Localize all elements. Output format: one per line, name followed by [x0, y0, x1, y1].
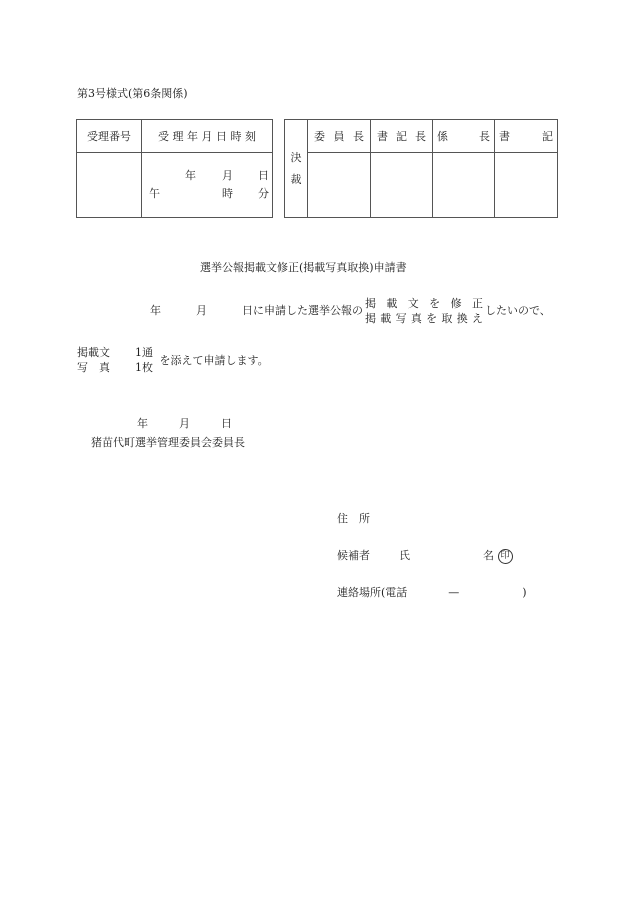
submission-date	[137, 415, 232, 431]
year-label: 年	[185, 169, 196, 182]
attachment-item: 写 真 1枚	[77, 361, 153, 374]
attachment-item: 掲載文 1通	[77, 346, 153, 359]
attachment-suffix: を添えて申請します。	[159, 354, 269, 367]
day-label: 日	[258, 169, 269, 182]
name-label-first: 氏	[399, 549, 410, 562]
name-label-second: 名	[483, 549, 494, 562]
candidate-label: 候補者	[337, 549, 370, 562]
request-suffix: したいので、	[485, 304, 551, 317]
month-label: 月	[222, 169, 233, 182]
contact-close-paren: )	[522, 586, 527, 599]
attachment-list	[77, 345, 153, 375]
request-sentence	[150, 296, 551, 326]
date-day-text: 日に申請した選挙公報の	[242, 304, 363, 317]
form-label: 第3号様式(第6条関係)	[77, 87, 188, 100]
minute-label: 分	[258, 187, 269, 200]
header-reception-datetime: 受 理 年 月 日 時 刻	[142, 120, 273, 153]
header-secretary-general: 書 記 長	[371, 120, 433, 153]
section-chief-seal-cell[interactable]	[433, 153, 495, 218]
submission-year: 年	[137, 417, 148, 430]
submission-month: 月	[179, 417, 190, 430]
date-month-label: 月	[196, 304, 207, 317]
approval-table	[284, 119, 558, 218]
attachments	[77, 345, 269, 375]
address-label: 住 所	[337, 512, 370, 525]
phone-dash: —	[448, 586, 460, 599]
secretary-general-seal-cell[interactable]	[371, 153, 433, 218]
ampm-label: 午	[149, 187, 160, 200]
contact-row	[337, 584, 527, 600]
option-replace-photo: 掲 載 写 真 を 取 換 え	[365, 312, 483, 325]
header-clerk: 書 記	[495, 120, 558, 153]
header-section-chief: 係 長	[433, 120, 495, 153]
chairperson-seal-cell[interactable]	[308, 153, 371, 218]
document-title: 選挙公報掲載文修正(掲載写真取換)申請書	[200, 261, 407, 274]
clerk-seal-cell[interactable]	[495, 153, 558, 218]
seal-icon: 印	[498, 549, 513, 564]
header-reception-number: 受理番号	[77, 120, 142, 153]
reception-table	[76, 119, 273, 218]
header-chairperson: 委 員 長	[308, 120, 371, 153]
hour-label: 時	[222, 187, 233, 200]
addressee: 猪苗代町選挙管理委員会委員長	[91, 436, 245, 449]
reception-number-cell[interactable]	[77, 153, 142, 218]
option-edit-text: 掲 載 文 を 修 正	[365, 297, 483, 310]
option-stack	[365, 296, 483, 326]
candidate-row	[337, 547, 513, 564]
contact-label: 連絡場所(電話	[337, 586, 408, 599]
reception-datetime-cell[interactable]	[142, 153, 273, 218]
date-year-label: 年	[150, 304, 161, 317]
submission-day: 日	[221, 417, 232, 430]
approval-side-label: 決 裁	[285, 120, 308, 218]
